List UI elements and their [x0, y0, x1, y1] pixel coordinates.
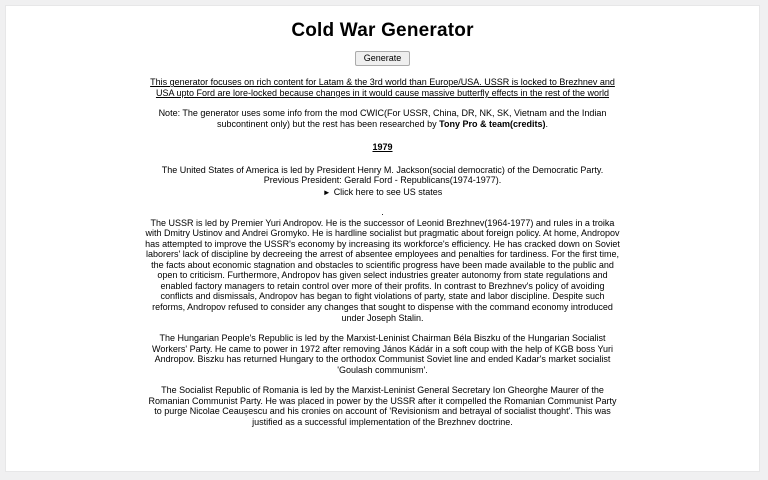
generate-button[interactable]: Generate [355, 51, 411, 66]
page-card [5, 5, 760, 472]
us-states-details-label: Click here to see US states [333, 186, 443, 197]
separator-dot: . [381, 207, 384, 218]
us-states-details-summary[interactable] [144, 187, 622, 198]
intro-paragraph: This generator focuses on rich content for Latam & the 3rd world than Europe/USA. USSR is locked to Brezhnev and USA upto Ford are lore-locked because changes in it would cause massive butterfly effects in the rest of the world [150, 77, 615, 98]
usa-previous-president-line: Previous President: Gerald Ford - Republicans(1974-1977). [263, 175, 502, 186]
hungary-paragraph: The Hungarian People's Republic is led by the Marxist-Leninist Chairman Béla Biszku of the Hungarian Socialist Workers' Party. He came to power in 1972 after removing János Kádár in a soft coup with the help of KGB boss Yuri Andropov. Biszku has returned Hungary to the orthodox Communist Soviet line and ended Kadar's market socialist 'Goulash communism'. [152, 333, 613, 375]
romania-paragraph: The Socialist Republic of Romania is led by the Marxist-Leninist General Secretary Ion Gheorghe Maurer of the Romanian Communist Party. He was placed in power by the USSR after it compelled the Romanian Communist Party to purge Nicolae Ceaușescu and his cronies on account of 'Revisionism and betrayal of socialist thought'. This was justified as a successful implementation of the Brezhnev doctrine. [148, 385, 617, 427]
note-period: . [545, 118, 548, 129]
note-credits: Tony Pro & team(credits) [439, 118, 546, 129]
usa-paragraph [144, 165, 622, 198]
year-heading: 1979 [372, 142, 393, 153]
usa-leader-line: The United States of America is led by President Henry M. Jackson(social democratic) of the Democratic Party. [161, 164, 604, 175]
main-content [144, 20, 622, 427]
page-title: Cold War Generator [291, 20, 474, 41]
details-triangle-icon: ► [322, 187, 331, 197]
ussr-text: The USSR is led by Premier Yuri Andropov. He is the successor of Leonid Brezhnev(1964-1977) and rules in a troika with Dmitry Ustinov and Andrei Gromyko. He is hardline socialist but pragmatic about foreign policy. At home, Andropov has attempted to improve the USSR's economy by increasing its workforce's efficiency. He has cracked down on Soviet laborers' lack of discipline by decreeing the arrest of absentee employees and penalties for tardiness. For the first time, the facts about economic stagnation and obstacles to scientific progress have been made available to the public and open to criticism. Furthermore, Andropov has given select industries greater autonomy from state regulations and enabled factory managers to retain control over more of their profits. In contrast to Brezhnev's policy of avoiding conflicts and dismissals, Andropov has began to fight violations of party, state and labor discipline. Despite such reforms, Andropov refused to consider any changes that sought to dispense with the command economy introduced under Joseph Stalin. [145, 217, 620, 323]
note-text: Note: The generator uses some info from the mod CWIC(For USSR, China, DR, NK, SK, Vietnam and the Indian subcontinent only) but the rest has been researched by [158, 108, 607, 129]
generate-button-row [144, 51, 622, 66]
ussr-paragraph [144, 207, 622, 323]
note-paragraph [144, 108, 622, 129]
